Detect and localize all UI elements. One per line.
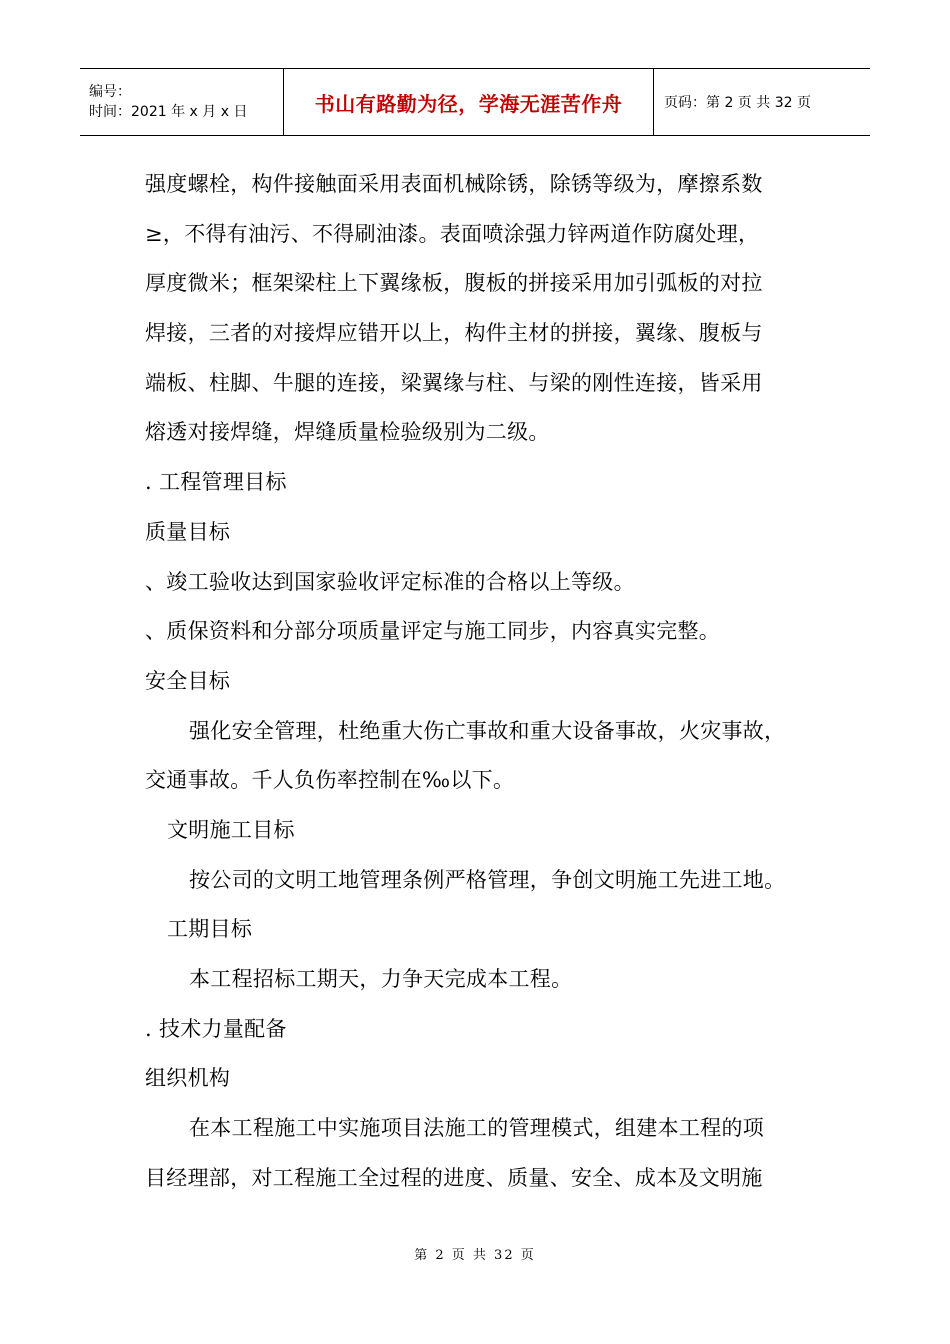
body-line: 交通事故。千人负伤率控制在‰以下。 xyxy=(145,768,515,793)
header-page-number: 页码：第 2 页 共 32 页 xyxy=(664,95,811,111)
subsection-heading: 质量目标 xyxy=(145,519,231,544)
document-body xyxy=(145,160,815,1203)
section-heading: . 工程管理目标 xyxy=(145,470,287,495)
subsection-heading: 安全目标 xyxy=(145,668,231,693)
body-line: 焊接，三者的对接焊应错开以上，构件主材的拼接，翼缘、腹板与 xyxy=(145,321,763,346)
body-line: 强度螺栓，构件接触面采用表面机械除锈，除锈等级为，摩擦系数 xyxy=(145,172,763,196)
page-footer: 第 2 页 共 32 页 xyxy=(414,1248,536,1263)
list-item: 、竣工验收达到国家验收评定标准的合格以上等级。 xyxy=(145,569,635,594)
subsection-heading: 工期目标 xyxy=(167,917,253,942)
body-line: 在本工程施工中实施项目法施工的管理模式，组建本工程的项 xyxy=(189,1116,765,1141)
section-heading: . 技术力量配备 xyxy=(145,1016,287,1041)
subsection-heading: 组织机构 xyxy=(145,1066,231,1091)
body-line: 本工程招标工期天，力争天完成本工程。 xyxy=(189,967,573,991)
body-line: 端板、柱脚、牛腿的连接，梁翼缘与柱、与梁的刚性连接，皆采用 xyxy=(145,370,763,395)
document-date: 时间：2021 年 x 月 x 日 xyxy=(89,104,248,120)
body-line: ≥，不得有油污、不得刷油漆。表面喷涂强力锌两道作防腐处理， xyxy=(145,221,760,246)
body-line: 厚度微米；框架梁柱上下翼缘板，腹板的拼接采用加引弧板的对拉 xyxy=(145,271,763,296)
page-header xyxy=(80,68,870,136)
document-number-label: 编号： xyxy=(89,84,131,100)
header-page-info xyxy=(654,69,870,135)
list-item: 、质保资料和分部分项质量评定与施工同步，内容真实完整。 xyxy=(145,619,721,644)
body-line: 强化安全管理，杜绝重大伤亡事故和重大设备事故，火灾事故， xyxy=(189,718,786,743)
header-meta xyxy=(80,69,283,135)
body-line: 按公司的文明工地管理条例严格管理，争创文明施工先进工地。 xyxy=(189,867,786,892)
header-motto-cell xyxy=(283,69,654,135)
body-line: 目经理部，对工程施工全过程的进度、质量、安全、成本及文明施 xyxy=(145,1165,763,1190)
header-motto: 书山有路勤为径，学海无涯苦作舟 xyxy=(314,91,623,116)
subsection-heading: 文明施工目标 xyxy=(167,817,295,842)
body-line: 熔透对接焊缝，焊缝质量检验级别为二级。 xyxy=(145,420,550,445)
